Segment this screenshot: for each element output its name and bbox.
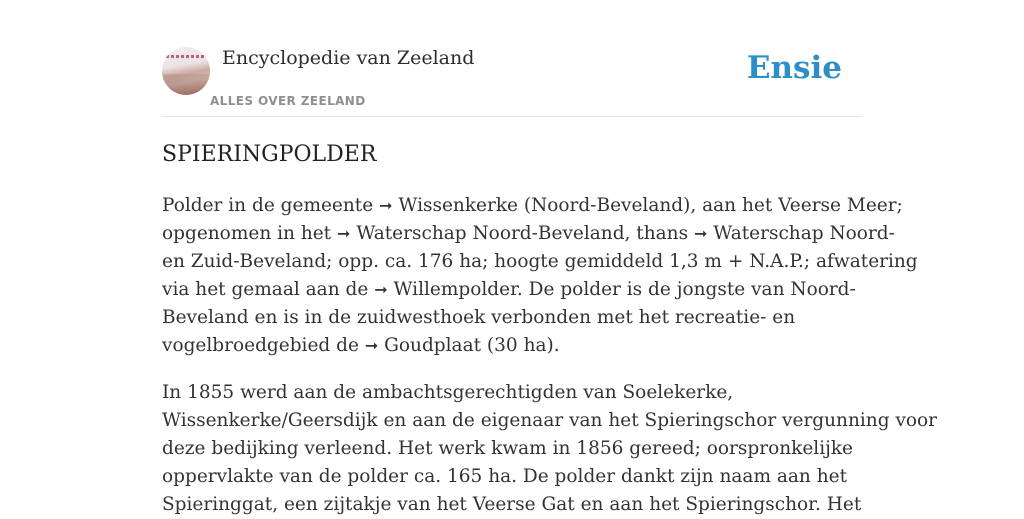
link-waterschap-noord-beveland[interactable]: Waterschap Noord-Beveland, thans: [356, 223, 689, 244]
text-line: Spieringgat, een zijtakje van het Veerse Gat en aan het Spieringschor. Het: [162, 494, 862, 515]
site-header: [162, 44, 862, 117]
arrow-right-icon: ➞: [364, 336, 379, 355]
avatar-stripe: [166, 55, 206, 58]
text-line: [162, 195, 903, 216]
site-avatar[interactable]: [162, 47, 210, 95]
arrow-right-icon: ➞: [379, 196, 393, 215]
text-line: [162, 223, 895, 244]
site-title[interactable]: Encyclopedie van Zeeland: [222, 47, 475, 69]
link-willempolder[interactable]: Willempolder. De polder is de jongste van Noord-: [393, 279, 856, 300]
link-wissenkerke[interactable]: Wissenkerke (Noord-Beveland), aan het Veerse Meer;: [398, 195, 903, 216]
text-run: via het gemaal aan de: [162, 279, 369, 300]
text-run: opgenomen in het: [162, 223, 332, 244]
article-paragraph-2: [162, 379, 938, 519]
article: [162, 140, 938, 519]
text-line: deze bedijking verleend. Het werk kwam in 1856 gereed; oorspronkelijke: [162, 438, 854, 459]
site-tagline: ALLES OVER ZEELAND: [210, 94, 366, 108]
article-paragraph-1: [162, 192, 918, 360]
text-line: [162, 335, 560, 356]
text-line: en Zuid-Beveland; opp. ca. 176 ha; hoogte gemiddeld 1,3 m + N.A.P.; afwatering: [162, 251, 918, 272]
article-title: SPIERINGPOLDER: [162, 142, 377, 167]
brand-logo[interactable]: Ensie: [746, 50, 842, 86]
link-goudplaat[interactable]: Goudplaat (30 ha).: [384, 335, 560, 356]
link-waterschap-noord-en-zuid-beveland[interactable]: Waterschap Noord-: [713, 223, 895, 244]
arrow-right-icon: ➞: [374, 280, 388, 299]
avatar-shade: [162, 74, 210, 95]
arrow-right-icon: ➞: [693, 224, 708, 243]
text-line: [162, 279, 856, 300]
text-line: Wissenkerke/Geersdijk en aan de eigenaar van het Spieringschor vergunning voor: [162, 410, 938, 431]
text-line: Beveland en is in de zuidwesthoek verbonden met het recreatie- en: [162, 307, 796, 328]
text-run: vogelbroedgebied de: [162, 335, 359, 356]
arrow-right-icon: ➞: [337, 224, 351, 243]
text-line: In 1855 werd aan de ambachtsgerechtigden van Soelekerke,: [162, 382, 734, 403]
text-run: Polder in de gemeente: [162, 195, 374, 216]
text-line: oppervlakte van de polder ca. 165 ha. De polder dankt zijn naam aan het: [162, 466, 848, 487]
